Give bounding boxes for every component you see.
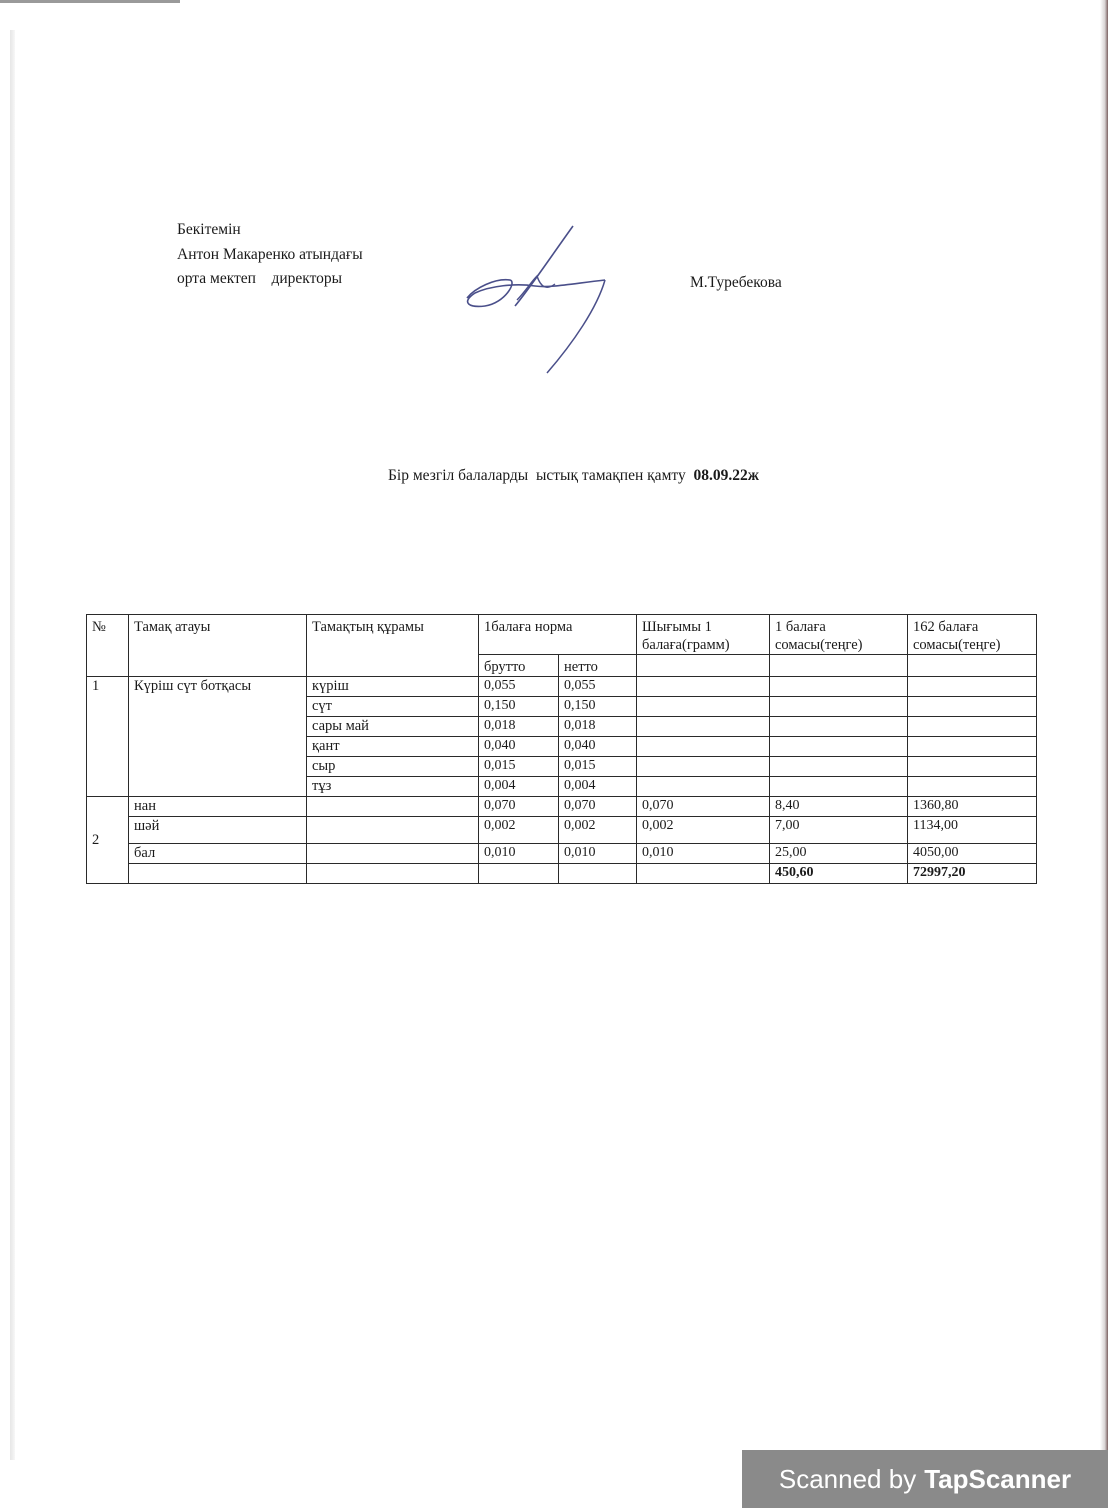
empty-cell — [770, 697, 908, 717]
cost1-cell: 25,00 — [770, 844, 908, 864]
empty-cell — [770, 737, 908, 757]
empty-cell — [307, 817, 479, 844]
empty-cell — [637, 757, 770, 777]
empty-cell — [637, 777, 770, 797]
header-empty — [908, 655, 1037, 677]
cost1-cell: 8,40 — [770, 797, 908, 817]
netto-cell: 0,015 — [559, 757, 637, 777]
empty-cell — [908, 697, 1037, 717]
netto-cell: 0,002 — [559, 817, 637, 844]
brutto-cell: 0,070 — [479, 797, 559, 817]
ingredient-cell: сары май — [307, 717, 479, 737]
ingredient-cell: күріш — [307, 677, 479, 697]
empty-cell — [908, 717, 1037, 737]
brutto-cell: 0,004 — [479, 777, 559, 797]
totals-row — [87, 864, 1037, 884]
ingredient-cell: сүт — [307, 697, 479, 717]
header-empty — [770, 655, 908, 677]
output-cell: 0,010 — [637, 844, 770, 864]
header-empty — [637, 655, 770, 677]
header-brutto: брутто — [479, 655, 559, 677]
approval-line-3: орта мектеп директоры — [177, 270, 343, 287]
director-name: М.Туребекова — [690, 274, 782, 291]
header-norm: 1балаға норма — [479, 615, 637, 655]
empty-cell — [307, 797, 479, 817]
dish-cell: нан — [129, 797, 307, 817]
empty-cell — [908, 757, 1037, 777]
empty-cell — [908, 677, 1037, 697]
cost162-cell: 1134,00 — [908, 817, 1037, 844]
ingredient-cell: тұз — [307, 777, 479, 797]
ingredient-cell: сыр — [307, 757, 479, 777]
empty-cell — [770, 717, 908, 737]
empty-cell — [770, 677, 908, 697]
empty-cell — [307, 864, 479, 884]
scan-edge-top — [0, 0, 180, 3]
header-output: Шығымы 1 балаға(грамм) — [637, 615, 770, 655]
title-date: 08.09.22ж — [689, 467, 759, 484]
empty-cell — [129, 864, 307, 884]
empty-cell — [908, 777, 1037, 797]
total-cost1: 450,60 — [770, 864, 908, 884]
approval-block — [177, 218, 363, 292]
group2-no: 2 — [87, 797, 129, 884]
netto-cell: 0,055 — [559, 677, 637, 697]
netto-cell: 0,040 — [559, 737, 637, 757]
output-cell: 0,070 — [637, 797, 770, 817]
group1-dish: Күріш сүт ботқасы — [129, 677, 307, 797]
group1-no: 1 — [87, 677, 129, 797]
table-row — [87, 817, 1037, 844]
output-cell: 0,002 — [637, 817, 770, 844]
scanner-watermark — [742, 1450, 1108, 1508]
netto-cell: 0,018 — [559, 717, 637, 737]
approval-line-1: Бекітемін — [177, 221, 241, 238]
signature-icon — [455, 218, 615, 378]
approval-line-2: Антон Макаренко атындағы — [177, 245, 363, 263]
cost162-cell: 1360,80 — [908, 797, 1037, 817]
brutto-cell: 0,010 — [479, 844, 559, 864]
watermark-prefix: Scanned by — [778, 1463, 917, 1494]
header-cost162: 162 балаға сомасы(теңге) — [908, 615, 1037, 655]
brutto-cell: 0,002 — [479, 817, 559, 844]
empty-cell — [479, 864, 559, 884]
netto-cell: 0,010 — [559, 844, 637, 864]
empty-cell — [637, 737, 770, 757]
netto-cell: 0,150 — [559, 697, 637, 717]
header-composition: Тамақтың құрамы — [307, 615, 479, 677]
dish-cell: бал — [129, 844, 307, 864]
table-row — [87, 797, 1037, 817]
empty-cell — [770, 757, 908, 777]
menu-table — [86, 614, 1037, 884]
header-netto: нетто — [559, 655, 637, 677]
dish-cell: шәй — [129, 817, 307, 844]
empty-cell — [637, 677, 770, 697]
title-text: Бір мезгіл балаларды ыстық тамақпен қамту — [388, 467, 690, 484]
brutto-cell: 0,040 — [479, 737, 559, 757]
scan-edge-left — [10, 30, 15, 1460]
netto-cell: 0,004 — [559, 777, 637, 797]
brutto-cell: 0,150 — [479, 697, 559, 717]
header-dish: Тамақ атауы — [129, 615, 307, 677]
scan-edge-right — [1100, 0, 1108, 1508]
total-cost162: 72997,20 — [908, 864, 1037, 884]
empty-cell — [770, 777, 908, 797]
empty-cell — [637, 697, 770, 717]
empty-cell — [908, 737, 1037, 757]
table-row — [87, 677, 1037, 697]
header-cost1: 1 балаға сомасы(теңге) — [770, 615, 908, 655]
brutto-cell: 0,018 — [479, 717, 559, 737]
ingredient-cell: қант — [307, 737, 479, 757]
empty-cell — [307, 844, 479, 864]
cost162-cell: 4050,00 — [908, 844, 1037, 864]
empty-cell — [637, 864, 770, 884]
table-row — [87, 844, 1037, 864]
watermark-brand: TapScanner — [924, 1463, 1072, 1494]
header-no: № — [87, 615, 129, 677]
empty-cell — [559, 864, 637, 884]
header-row — [87, 615, 1037, 655]
brutto-cell: 0,055 — [479, 677, 559, 697]
netto-cell: 0,070 — [559, 797, 637, 817]
document-title — [388, 467, 759, 485]
brutto-cell: 0,015 — [479, 757, 559, 777]
cost1-cell: 7,00 — [770, 817, 908, 844]
empty-cell — [637, 717, 770, 737]
